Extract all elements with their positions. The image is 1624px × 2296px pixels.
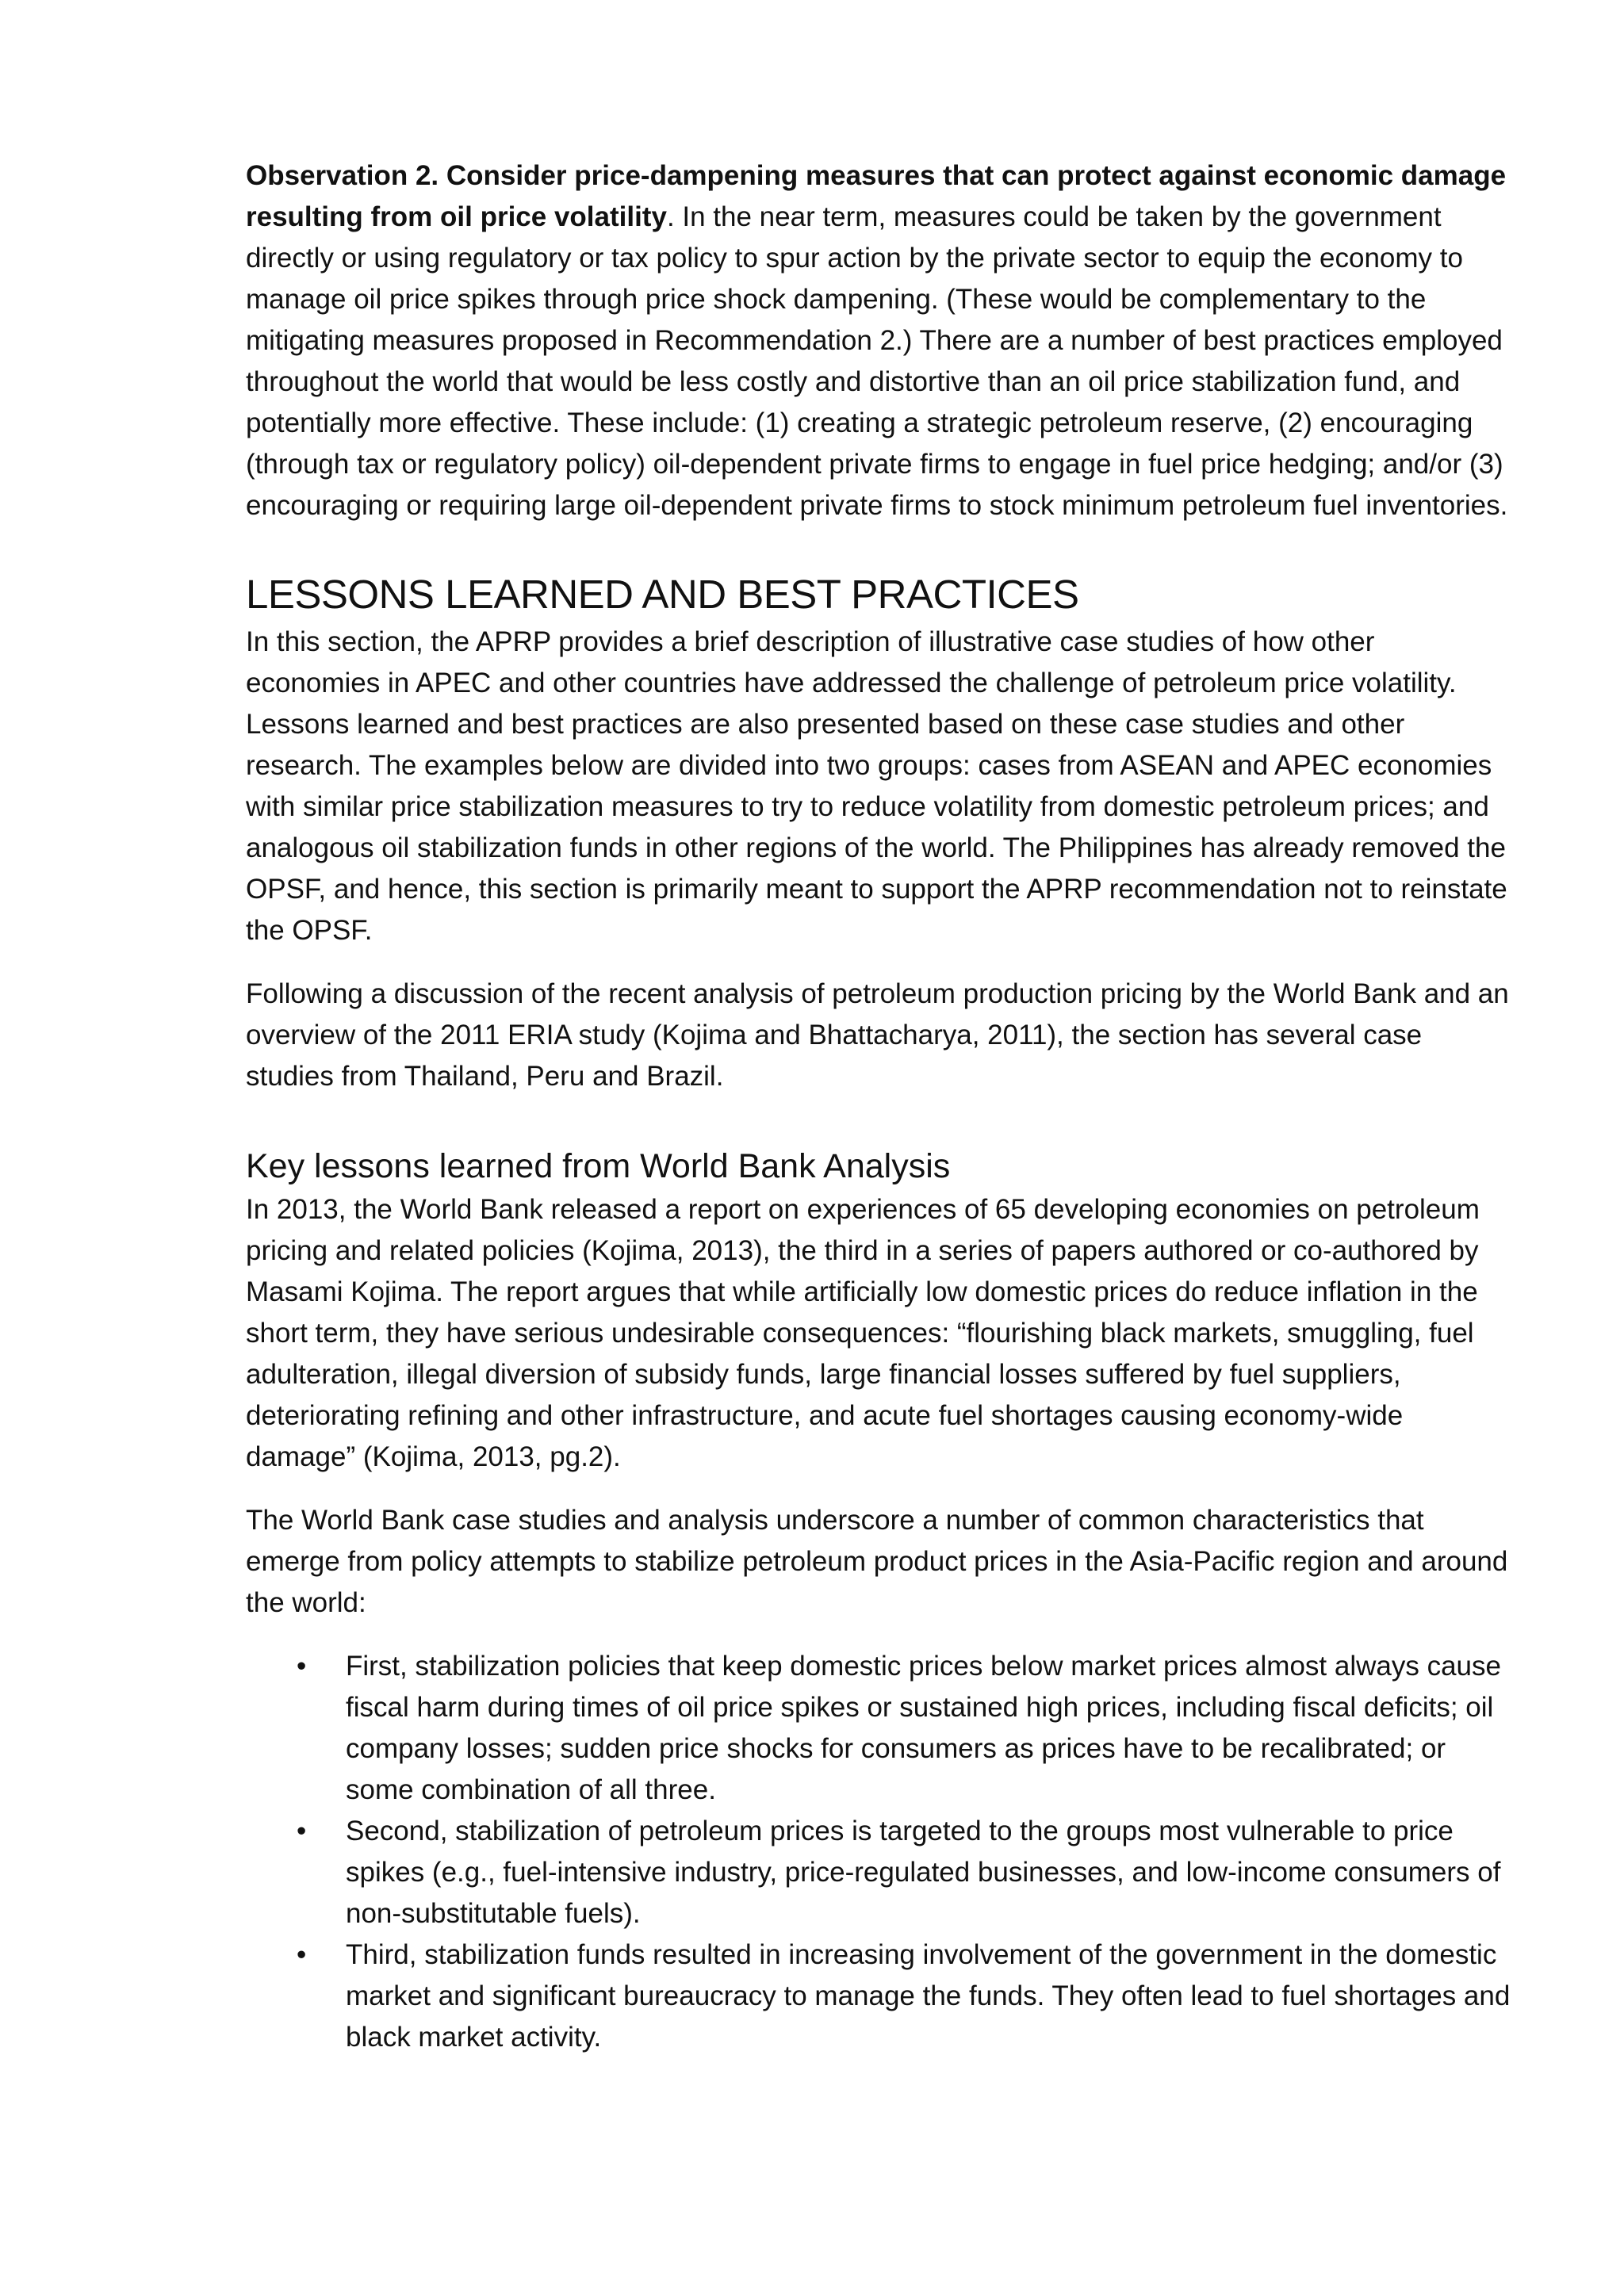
observation-bold-lead: Observation 2. Consider price-dampening measures that can protect against economic damage resulting from oil price volatility <box>246 160 1507 232</box>
list-item <box>246 1646 1515 1811</box>
lessons-paragraph-1: In this section, the APRP provides a brief description of illustrative case studies of how other economies in APEC and other countries have addressed the challenge of petroleum price volatility. Lessons learned and best practices are also presented based on these case studies and other research. The examples below are divided into two groups: cases from ASEAN and APEC economies with similar price stabilization measures to try to reduce volatility from domestic petroleum prices; and analogous oil stabilization funds in other regions of the world. The Philippines has already removed the OPSF, and hence, this section is primarily meant to support the APRP recommendation not to reinstate the OPSF. <box>246 626 1507 946</box>
observation-paragraph <box>246 155 1515 526</box>
list-item <box>246 1934 1515 2058</box>
bullet-icon: • <box>297 1651 307 1682</box>
subsection-heading-world-bank: Key lessons learned from World Bank Analysis <box>246 1147 951 1185</box>
section-heading-lessons: LESSONS LEARNED AND BEST PRACTICES <box>246 572 1079 617</box>
lessons-paragraph-2: Following a discussion of the recent analysis of petroleum production pricing by the World Bank and an overview of the 2011 ERIA study (Kojima and Bhattacharya, 2011), the section has several case studies from Thailand, Peru and Brazil. <box>246 978 1509 1092</box>
observation-body: . In the near term, measures could be taken by the government directly or using regulatory or tax policy to spur action by the private sector to equip the economy to manage oil price spikes through price shock dampening. (These would be complementary to the mitigating measures proposed in Recommendation 2.) There are a number of best practices employed throughout the world that would be less costly and distortive than an oil price stabilization fund, and potentially more effective. These include: (1) creating a strategic petroleum reserve, (2) encouraging (through tax or regulatory policy) oil-dependent private firms to engage in fuel price hedging; and/or (3) encouraging or requiring large oil-dependent private firms to stock minimum petroleum fuel inventories. <box>246 201 1508 521</box>
list-item-text: First, stabilization policies that keep domestic prices below market prices almost always cause fiscal harm during times of oil price spikes or sustained high prices, including fiscal deficits; oil company losses; sudden price shocks for consumers as prices have to be recalibrated; or some combination of all three. <box>346 1651 1501 1805</box>
world-bank-paragraph-1: In 2013, the World Bank released a report on experiences of 65 developing economies on petroleum pricing and related policies (Kojima, 2013), the third in a series of papers authored or co-authored by Masami Kojima. The report argues that while artificially low domestic prices do reduce inflation in the short term, they have serious undesirable consequences: “flourishing black markets, smuggling, fuel adulteration, illegal diversion of subsidy funds, large financial losses suffered by fuel suppliers, deteriorating refining and other infrastructure, and acute fuel shortages causing economy-wide damage” (Kojima, 2013, pg.2). <box>246 1194 1480 1472</box>
bullet-icon: • <box>297 1939 307 1970</box>
world-bank-paragraph-2: The World Bank case studies and analysis underscore a number of common characteristics that emerge from policy attempts to stabilize petroleum product prices in the Asia-Pacific region and around the world: <box>246 1505 1508 1618</box>
document-page <box>246 155 1515 2058</box>
list-item-text: Third, stabilization funds resulted in increasing involvement of the government in the domestic market and significant bureaucracy to manage the funds. They often lead to fuel shortages and black market activity. <box>346 1939 1511 2053</box>
characteristics-list <box>246 1646 1515 2058</box>
list-item <box>246 1811 1515 1934</box>
list-item-text: Second, stabilization of petroleum prices is targeted to the groups most vulnerable to price spikes (e.g., fuel-intensive industry, price-regulated businesses, and low-income consumers of non-substitutable fuels). <box>346 1816 1501 1929</box>
bullet-icon: • <box>297 1816 307 1846</box>
